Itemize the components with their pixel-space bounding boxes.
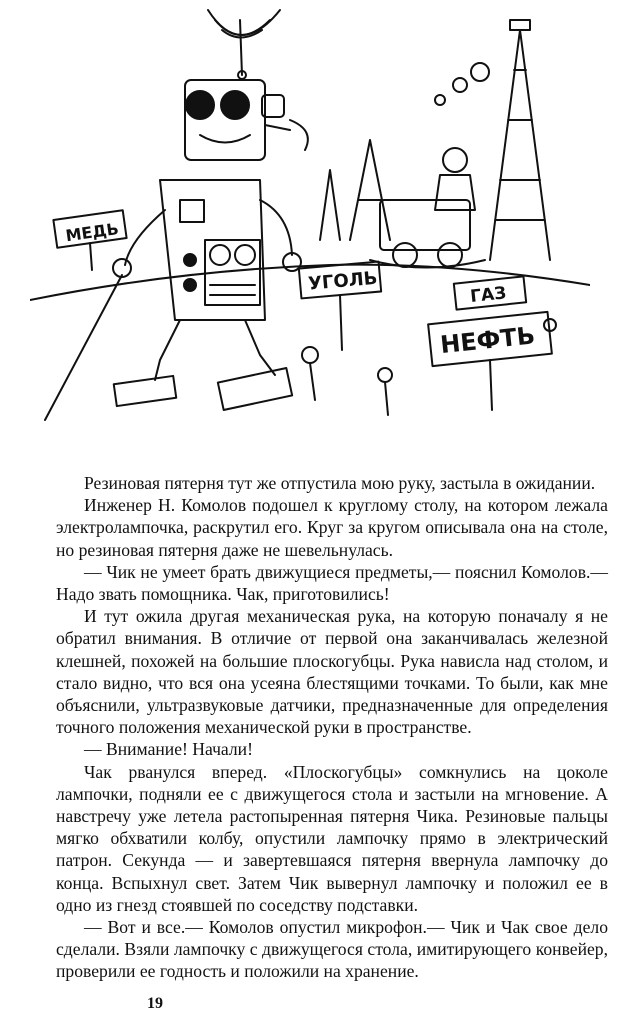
page-number: 19 xyxy=(147,995,163,1012)
sign-neft: НЕФТЬ xyxy=(438,321,537,360)
paragraph-6: Чак рванулся вперед. «Плоскогубцы» сомкнулись на цоколе лампочки, подняли ее с движущегося стола и застыли на мгновение. А навстречу уже летела растопыренная пятерня Чика. Резиновые пальцы мягко обхватили колбу, опустили лампочку прямо в электрический патрон. Секунда — и завертевшаяся пятерня ввернула лампочку до конца. Вспыхнул свет. Затем Чик вывернул лампочку и положил ее в одно из гнезд стоявшей по соседству подставки. xyxy=(56,761,608,915)
sign-gaz: ГАЗ xyxy=(469,283,508,308)
body-text xyxy=(56,472,608,983)
paragraph-5: — Внимание! Начали! xyxy=(84,739,253,760)
sign-med: МЕДЬ xyxy=(64,219,120,246)
robot-illustration xyxy=(30,0,590,445)
sign-ugol: УГОЛЬ xyxy=(307,267,379,295)
paragraph-2: Инженер Н. Комолов подошел к круглому столу, на котором лежала электролампочка, раскрутил его. Круг за кругом описывала она на столе, но резиновая пятерня даже не шевельнулась. xyxy=(56,495,608,560)
paragraph-1: Резиновая пятерня тут же отпустила мою руку, застыла в ожидании. xyxy=(84,473,596,493)
paragraph-7: — Вот и все.— Комолов опустил микрофон.— Чик и Чак свое дело сделали. Взяли лампочку с движущегося стола, имитирующего конвейер, проверили ее годность и положили на хранение. xyxy=(56,917,608,982)
paragraph-4: И тут ожила другая механическая рука, на которую поначалу я не обратил внимания. В отличие от первой она заканчивалась железной клешней, похожей на большие плоскогубцы. Рука нависла над столом, и стало видно, что вся она усеяна блестящими точками. То были, как мне объяснили, ультразвуковые датчики, предназначенные для определения точного положения механической руки в пространстве. xyxy=(56,606,608,738)
paragraph-3: — Чик не умеет брать движущиеся предметы,— пояснил Комолов.— Надо звать помощника. Чак, приготовились! xyxy=(56,561,608,605)
